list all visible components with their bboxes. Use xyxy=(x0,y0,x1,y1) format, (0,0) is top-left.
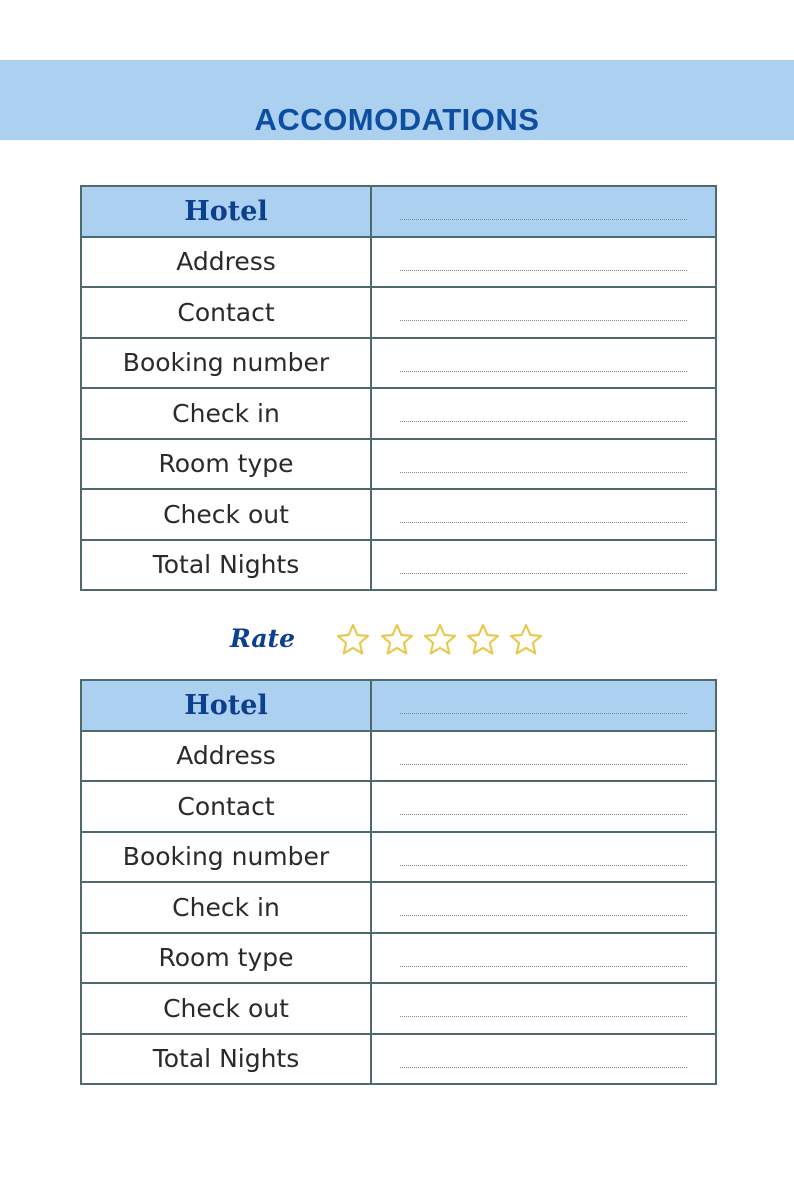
table-row-hotel xyxy=(81,186,716,237)
fill-line xyxy=(400,865,687,866)
rating-row xyxy=(0,620,794,664)
table-row-total-nights xyxy=(81,540,716,591)
table-row-check-in xyxy=(81,882,716,933)
total-nights-field[interactable] xyxy=(371,1034,716,1085)
table-row-check-out xyxy=(81,489,716,540)
star-outline-icon[interactable] xyxy=(335,622,371,658)
row-label-hotel: Hotel xyxy=(81,680,371,731)
table-row-contact xyxy=(81,781,716,832)
hotel-field[interactable] xyxy=(371,680,716,731)
check-out-field[interactable] xyxy=(371,489,716,540)
table-row-contact xyxy=(81,287,716,338)
contact-field[interactable] xyxy=(371,287,716,338)
row-label-check-out: Check out xyxy=(81,489,371,540)
fill-line xyxy=(400,219,687,220)
fill-line xyxy=(400,472,687,473)
row-label-address: Address xyxy=(81,237,371,288)
fill-line xyxy=(400,573,687,574)
fill-line xyxy=(400,764,687,765)
row-label-check-in: Check in xyxy=(81,882,371,933)
fill-line xyxy=(400,1016,687,1017)
table-row-room-type xyxy=(81,933,716,984)
row-label-contact: Contact xyxy=(81,781,371,832)
page-title: ACCOMODATIONS xyxy=(254,102,540,137)
table-row-address xyxy=(81,731,716,782)
check-out-field[interactable] xyxy=(371,983,716,1034)
fill-line xyxy=(400,1067,687,1068)
row-label-room-type: Room type xyxy=(81,933,371,984)
table-row-total-nights xyxy=(81,1034,716,1085)
contact-field[interactable] xyxy=(371,781,716,832)
row-label-room-type: Room type xyxy=(81,439,371,490)
table-row-booking-number xyxy=(81,832,716,883)
star-outline-icon[interactable] xyxy=(422,622,458,658)
star-outline-icon[interactable] xyxy=(465,622,501,658)
table-row-room-type xyxy=(81,439,716,490)
row-label-total-nights: Total Nights xyxy=(81,540,371,591)
table-row-booking-number xyxy=(81,338,716,389)
room-type-field[interactable] xyxy=(371,439,716,490)
star-outline-icon[interactable] xyxy=(379,622,415,658)
row-label-address: Address xyxy=(81,731,371,782)
address-field[interactable] xyxy=(371,237,716,288)
fill-line xyxy=(400,713,687,714)
fill-line xyxy=(400,320,687,321)
table-row-address xyxy=(81,237,716,288)
fill-line xyxy=(400,966,687,967)
row-label-total-nights: Total Nights xyxy=(81,1034,371,1085)
booking-number-field[interactable] xyxy=(371,338,716,389)
fill-line xyxy=(400,522,687,523)
booking-number-field[interactable] xyxy=(371,832,716,883)
star-outline-icon[interactable] xyxy=(508,622,544,658)
accommodation-table-1 xyxy=(80,185,717,591)
row-label-contact: Contact xyxy=(81,287,371,338)
fill-line xyxy=(400,814,687,815)
rate-label: Rate xyxy=(230,624,296,653)
fill-line xyxy=(400,270,687,271)
table-row-check-in xyxy=(81,388,716,439)
check-in-field[interactable] xyxy=(371,388,716,439)
fill-line xyxy=(400,371,687,372)
check-in-field[interactable] xyxy=(371,882,716,933)
total-nights-field[interactable] xyxy=(371,540,716,591)
row-label-check-in: Check in xyxy=(81,388,371,439)
row-label-hotel: Hotel xyxy=(81,186,371,237)
room-type-field[interactable] xyxy=(371,933,716,984)
hotel-field[interactable] xyxy=(371,186,716,237)
table-row-check-out xyxy=(81,983,716,1034)
fill-line xyxy=(400,421,687,422)
row-label-booking-number: Booking number xyxy=(81,338,371,389)
accommodation-table-2 xyxy=(80,679,717,1085)
row-label-booking-number: Booking number xyxy=(81,832,371,883)
address-field[interactable] xyxy=(371,731,716,782)
table-row-hotel xyxy=(81,680,716,731)
fill-line xyxy=(400,915,687,916)
row-label-check-out: Check out xyxy=(81,983,371,1034)
